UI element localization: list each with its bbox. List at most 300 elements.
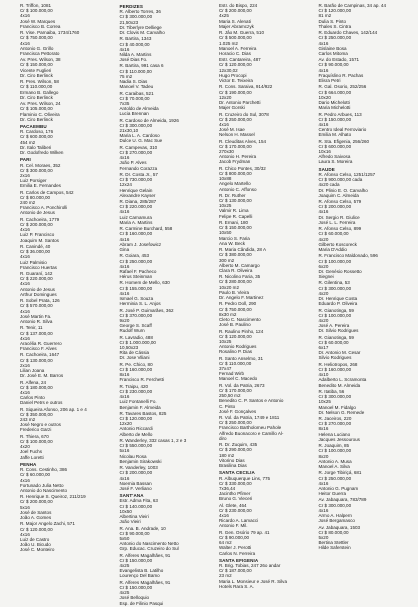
property-listing bbox=[219, 30, 315, 57]
listing-detail: Cr $ 500.000,00 bbox=[219, 35, 252, 41]
listing-detail: 4x16 bbox=[20, 477, 30, 483]
listing-address: R. Brig. Tobias, 247 26o andar bbox=[219, 563, 281, 569]
listing-detail: Cr $ 900.000,00 cada bbox=[318, 177, 363, 183]
listing-detail: Cr $ 120.000,00 bbox=[318, 8, 352, 14]
listing-detail: 10,50x23 bbox=[119, 345, 139, 351]
listing-detail: Cr $ 90.000,00 bbox=[219, 534, 250, 540]
listing-detail: Paulo B. Vieira bbox=[219, 289, 249, 295]
listing-detail: 21,50x23 bbox=[119, 19, 139, 25]
listing-detail: Dr. Italo Taliberi bbox=[20, 144, 52, 150]
listing-detail: 9x20 bbox=[119, 317, 130, 323]
listing-detail: Cr $ 110.000,00 bbox=[119, 68, 152, 74]
listing-detail: Dr. Godofredo Wilken bbox=[20, 150, 64, 155]
listing-spacer bbox=[319, 551, 415, 552]
listing-address: R. Pres. Wilson, 58 bbox=[20, 79, 59, 85]
listing-detail: 8x16 bbox=[318, 426, 329, 432]
property-listing bbox=[120, 362, 216, 384]
listing-detail: 10x25 bbox=[318, 399, 331, 405]
listing-address: Estr. Cantareira, 487 bbox=[219, 57, 261, 63]
listing-detail: Cr $ 230.000,00 bbox=[119, 388, 153, 394]
listing-detail: José B. Paulino bbox=[219, 322, 251, 328]
listing-address: R. Vol. da Patria, 2673 bbox=[219, 382, 265, 388]
listing-detail: 4x16 bbox=[318, 121, 329, 127]
listing-detail: Thales S. Cintra bbox=[318, 23, 352, 29]
listing-detail: Nicolau Rosa bbox=[119, 453, 147, 459]
listing-detail: Cr $ 187.000,00 bbox=[219, 568, 252, 574]
listing-address: R. Guaraní, 142 bbox=[20, 271, 53, 277]
listing-detail: Maria D'Addio bbox=[318, 246, 347, 252]
listing-detail: Benjamin Sirakowski bbox=[119, 458, 162, 464]
listing-detail: Dr. Antonio M. Cesar bbox=[318, 350, 361, 356]
listing-address: R. Alberto Torres, 36 bbox=[119, 9, 161, 15]
listing-detail: 4x16 bbox=[119, 46, 130, 52]
listing-detail: Cr $ 750.000,00 bbox=[20, 35, 53, 41]
listing-address: R. Triffon, 1081 bbox=[20, 3, 52, 8]
listing-detail: José Dias Fo. bbox=[119, 57, 148, 63]
listing-detail: Cr $ 250.000,00 bbox=[318, 475, 352, 481]
listing-detail: Dr. José E. M. Barros bbox=[20, 373, 64, 379]
listing-detail: Antonio F. Mil. bbox=[219, 523, 248, 529]
listing-address: R. Pe. Chico, 80 bbox=[119, 361, 153, 367]
listing-detail: 2x16 bbox=[20, 362, 30, 368]
listing-detail: Dr. Ciro Berlinck bbox=[20, 94, 53, 100]
property-listing bbox=[20, 380, 116, 407]
listing-detail: Vitorino Dias bbox=[219, 457, 245, 463]
listing-detail: Manoel V. Tadeu bbox=[119, 84, 154, 90]
listing-detail: 12x20 bbox=[219, 94, 232, 100]
listing-detail: Evangelista B. Latilho bbox=[119, 568, 164, 574]
listing-detail: 6x17 bbox=[318, 345, 329, 351]
listing-detail: 10x50 bbox=[119, 508, 132, 514]
property-listing bbox=[120, 9, 216, 36]
property-listing bbox=[319, 84, 415, 111]
listing-detail: José Belloquio bbox=[119, 595, 150, 601]
listing-detail: 4x16 bbox=[119, 263, 130, 269]
listing-detail: Cr $ 170.000,00 bbox=[219, 387, 252, 393]
listing-detail: 4x16 bbox=[119, 236, 130, 242]
listing-detail: Cr $ 137.000,00 bbox=[20, 330, 53, 336]
listing-address: R. Goiara, 453 bbox=[119, 253, 150, 259]
section-heading: PERDIZES bbox=[119, 4, 144, 9]
listing-detail: Armo A. Halpern bbox=[318, 513, 352, 518]
listing-address: R. Canindé, 40 bbox=[20, 243, 51, 249]
listing-detail: Cr $ 330.000,00 bbox=[219, 480, 252, 486]
listing-detail: Cr $ 70.000,00 bbox=[119, 95, 150, 101]
property-listing bbox=[20, 190, 116, 217]
listing-address: R. Cardoso, 176 bbox=[20, 129, 54, 135]
listing-detail: Cr $ 300.000,00 bbox=[318, 285, 352, 291]
listing-detail: Vicente Fuglieri bbox=[20, 67, 52, 73]
listing-detail: 10x25 bbox=[219, 203, 232, 209]
listing-detail: Joel Fuchs bbox=[20, 449, 42, 455]
listing-detail: Cr $ 160.000,00 bbox=[119, 367, 153, 372]
listing-detail: 8x16 bbox=[119, 372, 130, 378]
listing-detail: Albertina Vieiri bbox=[119, 514, 149, 519]
listing-detail: Cr $ 250.000,00 bbox=[119, 258, 153, 264]
property-listing bbox=[319, 3, 415, 30]
listing-detail: Jacques Jessourous bbox=[318, 436, 360, 442]
listing-detail: Cr $ 230.000,00 bbox=[219, 507, 252, 513]
listing-detail: Dr. Henrique Costa bbox=[318, 296, 358, 301]
property-listing bbox=[120, 438, 216, 465]
listing-address: R. Homem de Mello, 630 bbox=[119, 280, 170, 286]
section-heading: SANT'ANA bbox=[119, 493, 144, 499]
listing-detail: 4x16 bbox=[20, 308, 30, 314]
listing-detail: 4x10 bbox=[318, 372, 329, 378]
listing-detail: Manoel A. Ferreira bbox=[219, 45, 257, 51]
listing-detail: Antonio de Jesus bbox=[20, 210, 55, 216]
listing-address: R. Gilentina, 53 bbox=[318, 280, 350, 286]
listing-detail: Francisco A. Ponchirolli bbox=[20, 205, 68, 211]
property-listing bbox=[319, 253, 415, 280]
listing-detail: 1.025 m2 bbox=[219, 40, 238, 46]
listing-detail: Hotels Rara S. A. bbox=[219, 583, 254, 589]
listing-detail: 270x30 bbox=[219, 149, 234, 154]
listing-address: Av. Jabaquara, 1503 bbox=[318, 524, 361, 530]
listing-detail: Heitor Guerra bbox=[318, 491, 347, 497]
listing-address: R. Thiera, 670 bbox=[20, 433, 49, 439]
listing-detail: José Negro e outros bbox=[20, 422, 61, 428]
section-heading: SAUDE bbox=[318, 166, 335, 172]
listing-address: R. Dr. Zuquim, 435 bbox=[219, 442, 258, 448]
listing-address: Al. Glete, 464 bbox=[219, 502, 247, 508]
listing-detail: Cr $ 300.000,00 bbox=[318, 502, 352, 508]
listing-detail: Laura S. Moreira bbox=[318, 159, 353, 165]
property-listing bbox=[219, 274, 315, 301]
listing-detail: 4x16 bbox=[20, 227, 30, 233]
listing-detail: 240 m2 bbox=[20, 200, 36, 206]
listing-detail: Adalberto L. Scramonta bbox=[318, 377, 367, 383]
listing-detail: Maria L. A. Cardoso bbox=[119, 133, 160, 139]
listing-detail: 12x20 bbox=[119, 421, 132, 427]
listing-detail: Cr $ 220.000,00 bbox=[20, 276, 53, 282]
listing-spacer bbox=[120, 491, 216, 492]
listing-detail: Marcio S. Faria bbox=[219, 235, 250, 241]
listing-detail: Dr. Genésio Rossetto bbox=[318, 268, 362, 274]
listing-detail: 10x20 bbox=[318, 94, 331, 100]
listing-detail: Cr $ 200.000,00 bbox=[219, 8, 252, 14]
listing-address: R. Jorge Tibiriçá, 681 bbox=[318, 470, 362, 476]
listing-detail: Luiz Fontanelli Fo. bbox=[119, 399, 157, 405]
listing-detail: Cr $ 200.000,00 bbox=[20, 499, 53, 505]
property-listing bbox=[319, 497, 415, 524]
listing-detail: 4x25 bbox=[119, 590, 130, 596]
listing-address: R. Gianotinga, 59 bbox=[318, 307, 354, 313]
listing-detail: Gilberto Koscoreck bbox=[318, 241, 357, 247]
listing-detail: Antonio H. Pereira bbox=[219, 154, 257, 160]
property-listing bbox=[219, 356, 315, 383]
listing-address: R. Alferes Magalhães, 91 bbox=[119, 579, 171, 585]
property-listing bbox=[319, 335, 415, 362]
listing-detail: Alfredo Buonacoro e Camillo Al- bbox=[219, 430, 284, 436]
listing-detail: Dr. Silvio Rodrigues bbox=[318, 328, 359, 334]
listing-detail: Gislaine Bosa bbox=[318, 45, 347, 51]
listing-address: R. Itatiba, 56 bbox=[318, 388, 345, 394]
property-listing bbox=[319, 280, 415, 307]
listing-detail: Dr. Jose Viliani bbox=[119, 355, 150, 361]
listing-detail: Cr $ 600.000,00 bbox=[318, 143, 352, 149]
listing-detail: Cr $ 110.000,00 bbox=[20, 84, 53, 90]
listing-detail: 4x16 bbox=[20, 40, 30, 46]
listing-detail: Cr $ 730.000,00 bbox=[119, 177, 153, 183]
listing-detail: Cr $ 100.000,00 bbox=[20, 439, 53, 444]
listing-detail: Cr $ 120.000,00 bbox=[219, 62, 252, 68]
listing-detail: 4x16 bbox=[318, 40, 329, 46]
listing-address: R. Bartira, 991 casa 6 bbox=[119, 63, 164, 69]
property-listing bbox=[20, 298, 116, 325]
listing-detail: José A. Pereira bbox=[318, 323, 350, 329]
listing-spacer bbox=[20, 155, 116, 156]
property-listing bbox=[120, 226, 216, 253]
listing-detail: Maria L. Monsieur e José R. Silva bbox=[219, 578, 287, 584]
listing-detail: Alexandre Kayser bbox=[119, 192, 156, 198]
listing-detail: Maria Michelotti bbox=[318, 105, 351, 111]
listing-detail: Cr $ 250.000,00 bbox=[318, 35, 352, 41]
listing-detail: Elisra Petri bbox=[318, 78, 341, 83]
listing-detail: 12x30,02 bbox=[219, 67, 238, 73]
listing-detail: Dr. Antonio Parchetti bbox=[219, 99, 261, 105]
listing-spacer bbox=[319, 165, 415, 166]
listing-spacer bbox=[219, 468, 315, 469]
listing-detail: 8x20 bbox=[318, 453, 329, 459]
property-listing bbox=[219, 329, 315, 356]
property-listing bbox=[319, 112, 415, 139]
listing-detail: Gina bbox=[119, 246, 130, 252]
listing-detail: Alfredo Saivosa bbox=[318, 154, 351, 160]
listing-address: R. Cleuditas Alves, 154 bbox=[219, 138, 267, 144]
listing-address: R. Eduardo Chaves, 142/144 bbox=[318, 30, 378, 36]
listing-address: R. Cachoeira, 1779 bbox=[20, 216, 60, 222]
listing-detail: Cr $ 80.000,00 bbox=[20, 194, 51, 200]
listing-detail: Dr. Nelson G. Remede bbox=[318, 409, 365, 415]
listing-detail: Carlos N. Ferreira bbox=[219, 550, 256, 556]
property-listing bbox=[219, 84, 315, 111]
listing-detail: Esp. de Filinio Pasqui bbox=[119, 600, 164, 606]
property-listing bbox=[120, 411, 216, 438]
listing-detail: Cr $ 180.000,00 bbox=[20, 384, 53, 390]
listing-spacer bbox=[20, 553, 116, 554]
listing-detail: Fraquíslino R. Pachas bbox=[318, 72, 364, 78]
listing-address: R. Heliotropos, 268 bbox=[318, 361, 358, 367]
listing-detail: 4x16 bbox=[219, 513, 229, 518]
listing-address: R. Albuquerque Lins, 775 bbox=[219, 475, 271, 481]
listing-address: R. Alfena, 24 bbox=[20, 379, 47, 385]
listing-spacer bbox=[20, 122, 116, 123]
listing-address: R. Jaceiros, 220 bbox=[318, 416, 352, 422]
listing-detail: Cr $ 155.000,00 bbox=[119, 285, 153, 291]
property-listing bbox=[20, 101, 116, 123]
property-listing bbox=[219, 415, 315, 442]
property-listing bbox=[319, 525, 415, 552]
property-listing bbox=[319, 199, 415, 226]
listing-detail: Rafael F. Pacheco bbox=[119, 268, 157, 274]
section-heading: SANTA EFIGENIA bbox=[219, 557, 259, 563]
listing-detail: Aracélia R. Guerrero bbox=[20, 340, 62, 346]
listing-address: R. Bartira, 1343 bbox=[119, 36, 152, 42]
listing-detail: Cr $ 370.000,00 bbox=[119, 312, 153, 318]
listing-detail: Cr $ 200.000,00 bbox=[20, 222, 53, 227]
listing-detail: 4x25 bbox=[119, 563, 130, 569]
property-listing bbox=[319, 362, 415, 389]
listing-detail: Rudolf Wurn bbox=[119, 328, 145, 334]
listing-detail: José Martin Fa. bbox=[20, 313, 52, 319]
listing-detail: Majer Abramczyk bbox=[219, 23, 254, 29]
listing-detail: Cr $ 120.000,00 bbox=[20, 526, 53, 532]
property-listing bbox=[20, 79, 116, 101]
listing-detail: Cr $ 150.000,00 bbox=[119, 557, 153, 563]
listing-address: R. Nicolino Faria, 35 bbox=[219, 274, 261, 280]
listing-detail: Emilia E. Fernandes bbox=[20, 183, 61, 189]
listing-detail: 4x20 bbox=[318, 236, 329, 242]
listing-detail: 8x30 m2 bbox=[219, 311, 237, 317]
property-listing bbox=[219, 383, 315, 415]
listing-detail: Cr $ 36.000,00 bbox=[20, 249, 51, 255]
listing-address: R. Dr. Ruther bbox=[219, 192, 246, 198]
listing-address: Av. Pres. Wilson, 38 bbox=[20, 57, 61, 63]
listing-detail: Eduardo P. Oliveira bbox=[318, 301, 358, 307]
listing-detail: Fernando Corazza bbox=[119, 165, 158, 171]
listing-detail: 4x20 bbox=[318, 290, 329, 296]
listing-detail: diro bbox=[219, 435, 227, 441]
listing-detail: Rosalino P. Dias bbox=[219, 349, 253, 355]
listing-address: R. Tavares Bastos, 825 bbox=[119, 410, 167, 416]
listing-detail: Cr $ 100.000,00 bbox=[20, 8, 53, 14]
listing-detail: 37x47 bbox=[219, 366, 232, 371]
listing-detail: Horacio C. Dias bbox=[219, 50, 251, 56]
listing-detail: Dr. Sergio R. Giulice bbox=[318, 214, 360, 220]
listing-detail: Cr $ 270.000,00 bbox=[318, 421, 352, 427]
listing-detail: Ana W. Beck bbox=[219, 240, 246, 246]
listing-detail: Luiz Carnamura bbox=[119, 214, 152, 220]
listing-detail: 23 m2 bbox=[219, 573, 232, 579]
property-listing bbox=[120, 145, 216, 172]
listing-address: R. Cons. Saraiva, 914/922 bbox=[219, 84, 273, 90]
listing-detail: Cr $ 290.000,00 bbox=[219, 447, 252, 453]
listing-detail: João Vieiri bbox=[119, 519, 141, 525]
listing-detail: 5x20 bbox=[318, 534, 329, 540]
listing-detail: Dr. Clovis M. Carvalho bbox=[119, 29, 165, 35]
listing-detail: 7x36,44 bbox=[219, 485, 236, 491]
listing-detail: 4x25 bbox=[219, 13, 229, 19]
listing-detail: Cr $ 300.000,00 bbox=[318, 394, 352, 400]
listing-detail: Cr $ 664.000,00 bbox=[318, 89, 352, 95]
listing-detail: Noemia Bassan bbox=[119, 480, 152, 486]
listing-detail: 12x24 bbox=[119, 182, 132, 188]
listing-detail: 4x16 bbox=[219, 121, 229, 127]
listing-detail: João P. Alves bbox=[119, 160, 147, 166]
listing-detail: Cr $ 40.000,00 bbox=[119, 41, 150, 47]
property-listing bbox=[120, 253, 216, 280]
listing-detail: Cr $ 150.000,00 bbox=[20, 62, 53, 68]
section-heading: SANTA CECILIA bbox=[219, 470, 255, 476]
property-listing bbox=[219, 139, 315, 166]
listing-detail: 454 m2 bbox=[20, 139, 36, 145]
listing-detail: 4x20 bbox=[20, 444, 30, 450]
listing-detail: Cr $ 200.000,00 bbox=[119, 470, 153, 476]
listing-detail: Cr $ 250.000,00 bbox=[219, 420, 252, 426]
listing-address: R. Sta. Efigenia, 256/260 bbox=[318, 138, 370, 144]
listing-address: R. Tenir, 11 bbox=[20, 325, 43, 331]
listing-address: R. Chico Pontes, 30/32 bbox=[219, 165, 266, 171]
listing-detail: 4x20 cada bbox=[318, 182, 340, 188]
listing-detail: José de Santos bbox=[20, 509, 52, 515]
listing-detail: Majer Gorski bbox=[219, 105, 245, 111]
listing-detail: Hilde Saferstein bbox=[318, 545, 351, 551]
listing-detail: Cr $ 190.000,00 bbox=[219, 89, 252, 95]
listing-address: R. Cruzeiro do Sul, 3078 bbox=[219, 111, 269, 117]
property-listing bbox=[219, 247, 315, 274]
listing-address: R. Afonso Celso, 579 bbox=[318, 199, 362, 205]
listing-detail: Cr $ 570.000,00 bbox=[20, 303, 53, 309]
listing-detail: João A. Gomes bbox=[20, 515, 52, 520]
listing-address: R. Gal. Osorio, 252/256 bbox=[318, 84, 367, 90]
listing-detail: Antonio A. Musa bbox=[318, 458, 352, 464]
listing-detail: Ismael G. Souza bbox=[119, 296, 154, 301]
listing-spacer bbox=[219, 556, 315, 557]
property-listing bbox=[20, 163, 116, 190]
listing-detail: Cr $ 140.000,00 bbox=[119, 503, 153, 509]
listing-address: R. Gen. Osório 79 ap. 41 bbox=[219, 529, 270, 535]
listing-detail: Cr $ 350.000,00 bbox=[20, 411, 53, 417]
listing-address: R. Carmine Burchard, 558 bbox=[119, 226, 173, 232]
listing-detail: 5x16 bbox=[20, 504, 30, 510]
listing-detail: Manoel C. Macedo bbox=[219, 376, 258, 382]
listing-detail: Antonio de Jesus bbox=[20, 286, 55, 292]
listing-detail: 10x25 bbox=[219, 338, 232, 344]
listing-detail: Cr $ 150.000,00 bbox=[318, 116, 352, 122]
listing-address: Av. Jabaquara, 783/789 bbox=[318, 497, 367, 503]
listing-detail: Cr $ 100.000,00 bbox=[318, 448, 352, 454]
listing-detail: Ermano B. Gallego bbox=[20, 89, 59, 95]
property-listing bbox=[120, 498, 216, 525]
listing-detail: Antonio Rodrigues bbox=[219, 344, 257, 350]
section-heading: PENHA bbox=[20, 461, 37, 467]
listing-detail: Cr $ 280.000,00 bbox=[219, 279, 252, 285]
listing-detail: Dr. Ciro Berlinck bbox=[20, 116, 53, 122]
listing-detail: Cr $ 100.000,00 bbox=[318, 312, 352, 318]
listing-detail: Cr $ 130.000,00 bbox=[219, 198, 252, 204]
property-listing bbox=[120, 172, 216, 199]
listing-detail: Nelson H. Massel bbox=[219, 132, 255, 138]
listing-detail: Francisco F. Alves bbox=[20, 346, 57, 352]
listing-detail: George S. Scaff bbox=[119, 323, 152, 329]
listing-address: R. Caraibas, 521 bbox=[119, 90, 154, 96]
listing-detail: 4x20 bbox=[318, 317, 329, 323]
listing-detail: Siegnei bbox=[318, 274, 334, 280]
property-listing bbox=[20, 521, 116, 553]
listing-columns bbox=[20, 3, 414, 606]
listing-detail: Cr $ 170.000,00 bbox=[219, 143, 252, 149]
property-listing bbox=[219, 220, 315, 247]
listing-detail: Angelo Martello bbox=[219, 181, 251, 187]
listing-detail: 10x88 bbox=[219, 176, 232, 182]
property-listing bbox=[20, 217, 116, 244]
listing-detail: Cr $ 130.000,00 bbox=[20, 357, 53, 363]
listing-detail: Lilian Joana bbox=[20, 368, 45, 373]
listing-spacer bbox=[219, 589, 315, 590]
listing-detail: Nadia S. Dias bbox=[119, 79, 148, 84]
listing-address: R. Sobel Prata, 126 bbox=[20, 298, 60, 304]
listing-detail: 4x16 bbox=[20, 389, 30, 395]
listing-address: R. Henrique S. Queiroz, 211/219 bbox=[20, 494, 86, 500]
listing-detail: Centro Ideal Ferroviario bbox=[318, 127, 367, 133]
listing-detail: Cr $ 200.000,00 bbox=[318, 204, 352, 210]
property-listing bbox=[319, 57, 415, 84]
listing-detail: Clara R. Oliveira bbox=[219, 267, 253, 273]
property-listing bbox=[20, 467, 116, 494]
listing-detail: Ricardo A. Lamacci bbox=[219, 518, 259, 524]
listing-detail: Luiz de Castro bbox=[20, 536, 50, 542]
